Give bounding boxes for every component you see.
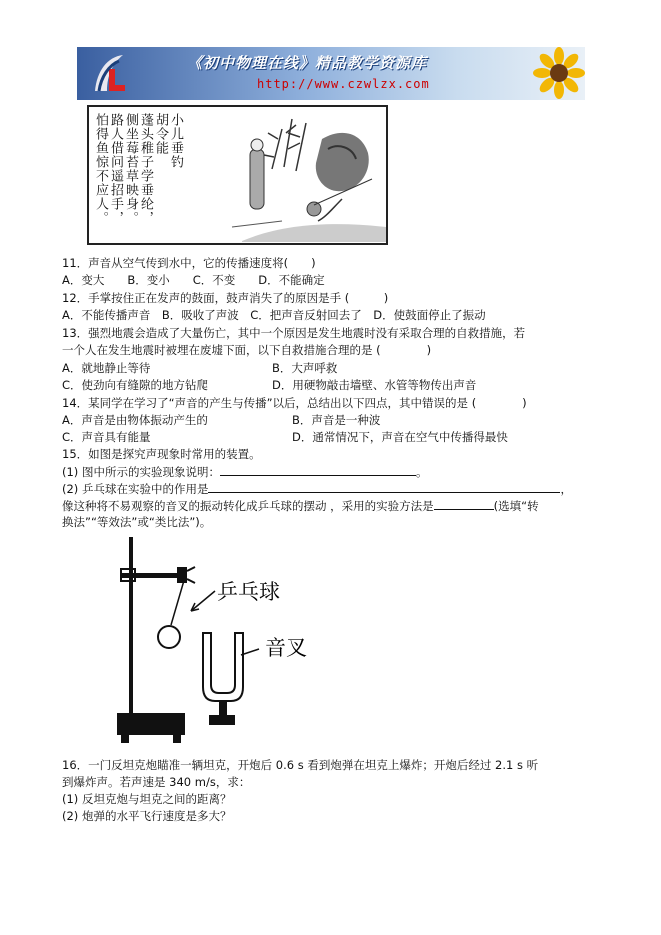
figure-label-ping-pong-ball: 乒乓球	[217, 580, 280, 604]
answer-blank[interactable]	[208, 481, 560, 493]
question-11-options: A．变大 B．变小 C．不变 D．不能确定	[62, 273, 325, 287]
question-15-line-3-text: 像这种将不易观察的音叉的振动转化成乒乓球的摆动 ，采用的实验方法是	[62, 499, 434, 513]
question-15-part-1	[62, 464, 427, 479]
poem-line: 蓬头稚子学垂纶，	[138, 113, 153, 225]
question-15-part-1-text: (1) 图中所示的实验现象说明：	[62, 465, 220, 479]
poem-illustration	[87, 105, 388, 245]
tuning-fork-apparatus-figure	[115, 537, 335, 747]
sunflower-icon	[525, 47, 585, 100]
question-16-line-1: 16．一门反坦克炮瞄准一辆坦克，开炮后 0.6 s 看到炮弹在坦克上爆炸；开炮后经过 2.1 s 听	[62, 758, 539, 772]
question-15-line-3	[62, 498, 539, 513]
question-13-stem-cont: 一个人在发生地震时被埋在废墟下面，以下自救措施合理的是 ( )	[62, 343, 432, 357]
question-14-stem: 14．某同学在学习了“声音的产生与传播”以后，总结出以下四点，其中错误的是 ( )	[62, 396, 527, 410]
site-logo-icon	[87, 51, 133, 97]
answer-blank[interactable]	[434, 498, 494, 510]
question-16-part-1: (1) 反坦克炮与坦克之间的距离？	[62, 792, 232, 806]
question-15-part-1-end: 。	[415, 465, 428, 479]
question-13-option-d: D．用硬物敲击墙壁、水管等物传出声音	[272, 378, 477, 392]
poem-line: 路人借问遥招手，	[108, 113, 123, 225]
question-13-option-a: A．就地静止等待	[62, 361, 151, 375]
question-13-option-b: B．大声呼救	[272, 361, 338, 375]
poem-text	[93, 113, 183, 239]
question-14-option-d: D．通常情况下，声音在空气中传播得最快	[292, 430, 508, 444]
question-14-option-b: B．声音是一种波	[292, 413, 381, 427]
answer-blank[interactable]	[220, 464, 416, 476]
banner-url[interactable]: http://www.czwlzx.com	[257, 77, 430, 91]
question-15-part-2	[62, 481, 572, 496]
question-14-option-c: C．声音具有能量	[62, 430, 151, 444]
poem-line: 侧坐莓苔草映身。	[123, 113, 138, 225]
question-12-stem: 12．手掌按住正在发声的鼓面，鼓声消失了的原因是手 ( )	[62, 291, 389, 305]
banner-title: 《初中物理在线》精品教学资源库	[187, 54, 428, 72]
question-15-line-4: 换法”“等效法”或“类比法”)。	[62, 515, 212, 529]
question-14-option-a: A．声音是由物体振动产生的	[62, 413, 208, 427]
question-15-part-2-text: (2) 乒乓球在实验中的作用是	[62, 482, 209, 496]
question-16-part-2: (2) 炮弹的水平飞行速度是多大？	[62, 809, 232, 823]
question-13-option-c: C．使劲向有缝隙的地方钻爬	[62, 378, 209, 392]
poem-line: 怕得鱼惊不应人。	[93, 113, 108, 225]
question-13-stem: 13．强烈地震会造成了大量伤亡，其中一个原因是发生地震时没有采取合理的自救措施，若	[62, 326, 526, 340]
figure-label-tuning-fork: 音叉	[265, 636, 307, 660]
question-11-stem: 11．声音从空气传到水中，它的传播速度将( )	[62, 256, 316, 270]
question-16-line-2: 到爆炸声。若声速是 340 m/s，求：	[62, 775, 251, 789]
poem-author: 胡令能	[153, 113, 168, 155]
question-12-options: A．不能传播声音 B．吸收了声波 C．把声音反射回去了 D．使鼓面停止了振动	[62, 308, 486, 322]
poem-title: 小儿垂钓	[168, 113, 183, 169]
question-15-stem: 15．如图是探究声现象时常用的装置。	[62, 447, 261, 461]
question-15-line-3-end: (选填“转	[493, 499, 539, 513]
header-banner	[77, 47, 585, 100]
question-15-part-2-end: ，	[560, 482, 572, 496]
fishing-scene-image	[222, 109, 386, 242]
